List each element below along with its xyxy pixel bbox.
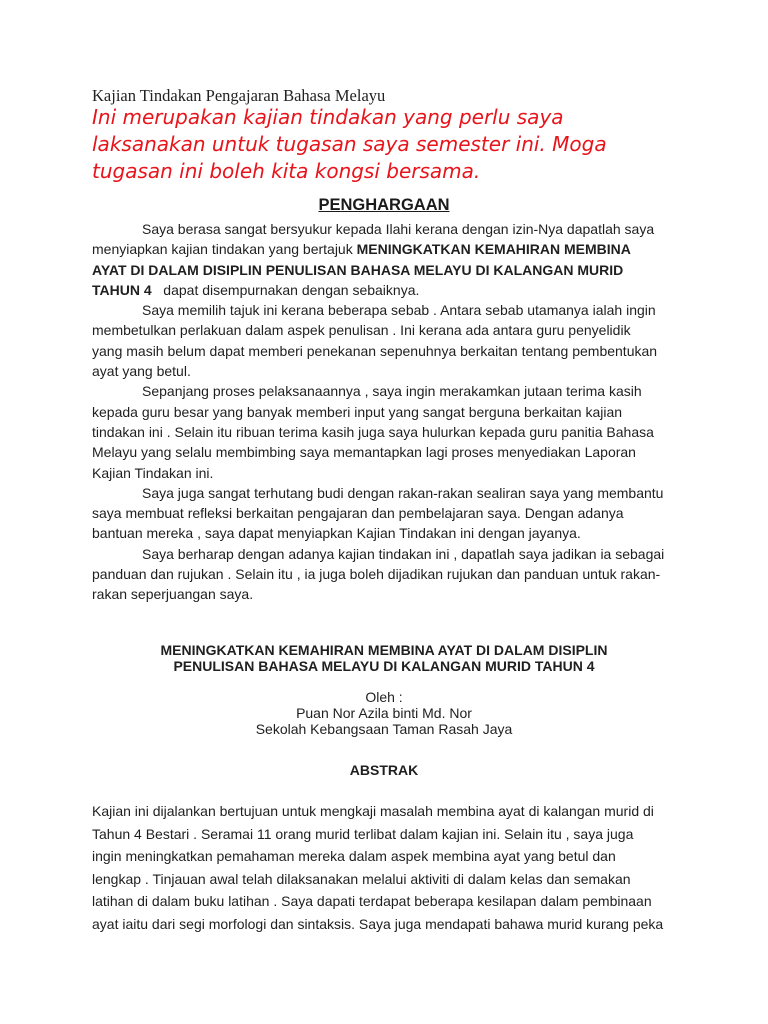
abstract-line: ingin meningkatkan pemahaman mereka dalam aspek membina ayat yang betul dan (92, 848, 616, 864)
school-name: Sekolah Kebangsaan Taman Rasah Jaya (255, 721, 513, 737)
paragraph-line: ayat yang betul. (92, 363, 191, 380)
project-title-text: MENINGKATKAN KEMAHIRAN MEMBINA (356, 241, 631, 258)
paragraph-line (92, 239, 692, 259)
abstract-line: latihan di dalam buku latihan . Saya dapati terdapat beberapa kesilapan dalam pembinaan (92, 893, 652, 909)
intro-note (92, 104, 692, 185)
by-label: Oleh : (365, 689, 403, 705)
author-block (0, 689, 768, 737)
paragraph-text: dapat disempurnakan dengan sebaiknya. (151, 281, 420, 298)
paragraph-line: saya membuat refleksi berkaitan pengajaran dan pembelajaran saya. Dengan adanya (92, 505, 624, 522)
abstract-heading: ABSTRAK (349, 762, 419, 778)
paragraph-line: tindakan ini . Selain itu ribuan terima kasih juga saya hulurkan kepada guru panitia Bahasa (92, 423, 654, 440)
paper-title-line: MENINGKATKAN KEMAHIRAN MEMBINA AYAT DI DALAM DISIPLIN (160, 642, 608, 658)
project-title-text: AYAT DI DALAM DISIPLIN PENULISAN BAHASA MELAYU DI KALANGAN MURID (92, 261, 624, 278)
paragraph-line: membetulkan perlakuan dalam aspek penulisan . Ini kerana ada antara guru penyelidik (92, 322, 631, 339)
penghargaan-body (92, 219, 692, 605)
intro-line: Ini merupakan kajian tindakan yang perlu saya (92, 105, 564, 129)
paragraph-line: yang masih belum dapat memberi penekanan sepenuhnya berkaitan tentang pembentukan (92, 342, 658, 359)
intro-line: laksanakan untuk tugasan saya semester ini. Moga (92, 132, 607, 156)
paragraph-line (92, 280, 692, 300)
paragraph-line: bantuan mereka , saya dapat menyiapkan Kajian Tindakan ini dengan jayanya. (92, 525, 581, 542)
paragraph-line: kepada guru besar yang banyak memberi input yang sangat berguna berkaitan kajian (92, 403, 623, 420)
penghargaan-heading: PENGHARGAAN (318, 196, 450, 214)
paragraph-line (92, 260, 692, 280)
abstract-line: lengkap . Tinjauan awal telah dilaksanakan melalui aktiviti di dalam kelas dan semakan (92, 870, 631, 887)
abstract-line: ayat iaitu dari segi morfologi dan sintaksis. Saya juga mendapati bahawa murid kurang peka (92, 915, 664, 932)
paragraph-line: Saya juga sangat terhutang budi dengan rakan-rakan sealiran saya yang membantu (142, 484, 664, 501)
paper-title-line: PENULISAN BAHASA MELAYU DI KALANGAN MURID TAHUN 4 (173, 658, 595, 674)
paragraph-line: Saya berasa sangat bersyukur kepada Ilahi kerana dengan izin-Nya dapatlah saya (142, 221, 655, 237)
paragraph-text: menyiapkan kajian tindakan yang bertajuk (92, 241, 357, 258)
author-name: Puan Nor Azila binti Md. Nor (296, 705, 472, 721)
abstract-line: Tahun 4 Bestari . Seramai 11 orang murid terlibat dalam kajian ini. Selain itu , saya juga (92, 825, 634, 842)
paragraph-line: panduan dan rujukan . Selain itu , ia juga boleh dijadikan rujukan dan panduan untuk rakan- (92, 566, 661, 583)
paragraph-line: Sepanjang proses pelaksanaannya , saya ingin merakamkan jutaan terima kasih (142, 383, 642, 400)
document-title: Kajian Tindakan Pengajaran Bahasa Melayu (92, 86, 386, 105)
intro-line: tugasan ini boleh kita kongsi bersama. (92, 159, 481, 183)
paragraph-line: Saya memilih tajuk ini kerana beberapa sebab . Antara sebab utamanya ialah ingin (142, 302, 656, 319)
project-title-text: TAHUN 4 (92, 281, 152, 298)
paragraph-line: Kajian Tindakan ini. (92, 464, 214, 481)
abstract-line: Kajian ini dijalankan bertujuan untuk mengkaji masalah membina ayat di kalangan murid di (92, 803, 654, 819)
paper-title (0, 642, 768, 674)
paragraph-line: Saya berharap dengan adanya kajian tindakan ini , dapatlah saya jadikan ia sebagai (142, 545, 665, 562)
abstract-body (92, 800, 692, 935)
paragraph-line: Melayu yang selalu membimbing saya memantapkan lagi proses menyediakan Laporan (92, 444, 636, 461)
paragraph-line: rakan seperjuangan saya. (92, 586, 254, 603)
